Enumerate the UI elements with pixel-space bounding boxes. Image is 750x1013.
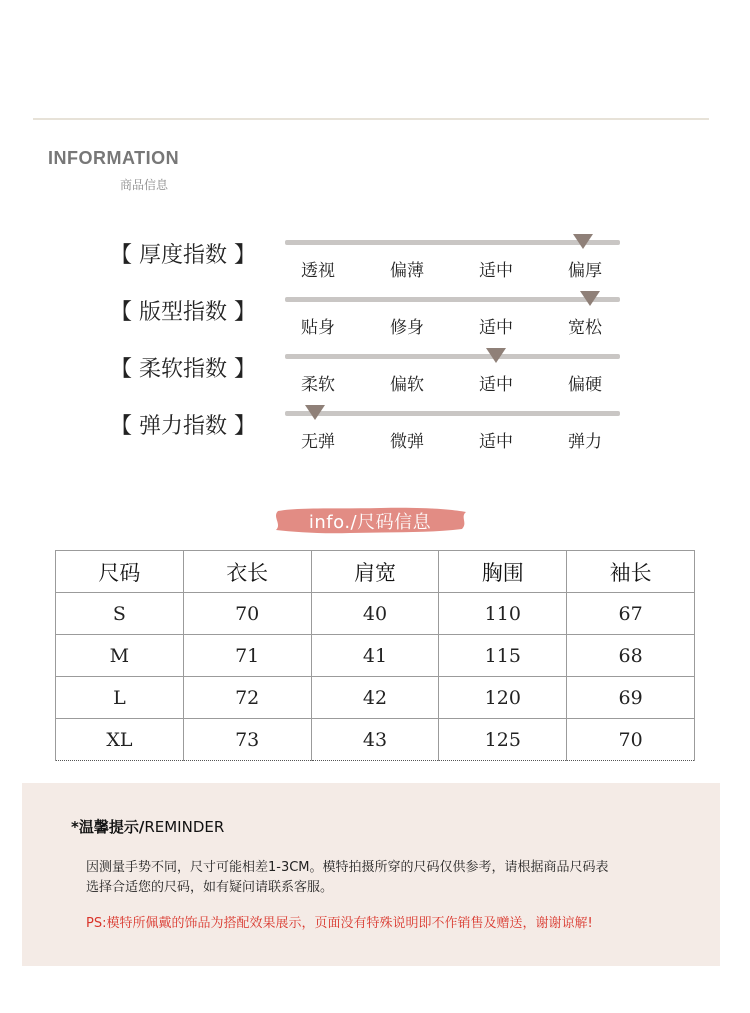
scale-option: 偏硬 <box>568 375 602 395</box>
reminder-title <box>71 816 224 837</box>
index-label: 【 柔软指数 】 <box>110 357 256 382</box>
scale-option: 适中 <box>479 318 513 338</box>
index-row-elasticity <box>0 409 750 465</box>
reminder-title-bold: *温馨提示/ <box>71 818 145 836</box>
table-cell: XL <box>56 719 184 761</box>
table-cell: 70 <box>183 593 311 635</box>
scale-option: 偏软 <box>390 375 424 395</box>
reminder-title-rest: REMINDER <box>144 818 225 836</box>
scale-option: 适中 <box>479 261 513 281</box>
scale-option: 偏薄 <box>390 261 424 281</box>
scale-marker-icon <box>573 234 593 249</box>
size-table <box>55 550 695 761</box>
scale-option: 无弹 <box>301 432 335 452</box>
table-cell: S <box>56 593 184 635</box>
table-cell: 125 <box>439 719 567 761</box>
scale-marker-icon <box>305 405 325 420</box>
table-header: 衣长 <box>183 551 311 593</box>
section-title: INFORMATION <box>48 148 180 168</box>
size-info-banner <box>270 505 470 535</box>
reminder-text-line: 因测量手势不同，尺寸可能相差1-3CM。模特拍摄所穿的尺码仅供参考，请根据商品尺码表 <box>86 860 609 875</box>
scale-marker-icon <box>486 348 506 363</box>
table-cell: 120 <box>439 677 567 719</box>
index-row-softness <box>0 352 750 408</box>
table-header: 肩宽 <box>311 551 439 593</box>
index-label: 【 版型指数 】 <box>110 300 256 325</box>
banner-text: info./尺码信息 <box>308 512 432 533</box>
scale-marker-icon <box>580 291 600 306</box>
table-cell: 115 <box>439 635 567 677</box>
scale-option: 弹力 <box>568 432 602 452</box>
scale-bar <box>285 297 620 302</box>
scale-option: 适中 <box>479 375 513 395</box>
scale-bar <box>285 411 620 416</box>
reminder-box <box>22 783 720 966</box>
scale-option: 修身 <box>390 318 424 338</box>
table-cell: L <box>56 677 184 719</box>
index-row-thickness <box>0 238 750 294</box>
scale-option: 偏厚 <box>568 261 602 281</box>
table-cell: 42 <box>311 677 439 719</box>
table-cell: 73 <box>183 719 311 761</box>
table-row <box>56 677 695 719</box>
table-cell: 40 <box>311 593 439 635</box>
index-label: 【 弹力指数 】 <box>110 414 256 439</box>
table-cell: 110 <box>439 593 567 635</box>
scale-option: 柔软 <box>301 375 335 395</box>
scale-option: 宽松 <box>568 318 602 338</box>
table-header: 尺码 <box>56 551 184 593</box>
index-row-fit <box>0 295 750 351</box>
scale-bar <box>285 354 620 359</box>
scale-option: 贴身 <box>301 318 335 338</box>
table-cell: 67 <box>567 593 695 635</box>
table-header-row <box>56 551 695 593</box>
scale-bar <box>285 240 620 245</box>
scale-option: 微弹 <box>390 432 424 452</box>
table-header: 胸围 <box>439 551 567 593</box>
reminder-text-line: 选择合适您的尺码，如有疑问请联系客服。 <box>86 880 334 895</box>
top-divider <box>33 118 709 120</box>
table-cell: 43 <box>311 719 439 761</box>
scale-option: 适中 <box>479 432 513 452</box>
table-cell: 72 <box>183 677 311 719</box>
scale-option: 透视 <box>301 261 335 281</box>
section-subtitle: 商品信息 <box>120 178 169 192</box>
table-cell: 41 <box>311 635 439 677</box>
table-row <box>56 719 695 761</box>
reminder-ps-note: PS:模特所佩戴的饰品为搭配效果展示，页面没有特殊说明即不作销售及赠送，谢谢谅解! <box>86 916 593 931</box>
index-label: 【 厚度指数 】 <box>110 243 256 268</box>
table-cell: M <box>56 635 184 677</box>
table-header: 袖长 <box>567 551 695 593</box>
table-cell: 71 <box>183 635 311 677</box>
table-cell: 69 <box>567 677 695 719</box>
table-cell: 70 <box>567 719 695 761</box>
table-cell: 68 <box>567 635 695 677</box>
table-row <box>56 635 695 677</box>
table-row <box>56 593 695 635</box>
